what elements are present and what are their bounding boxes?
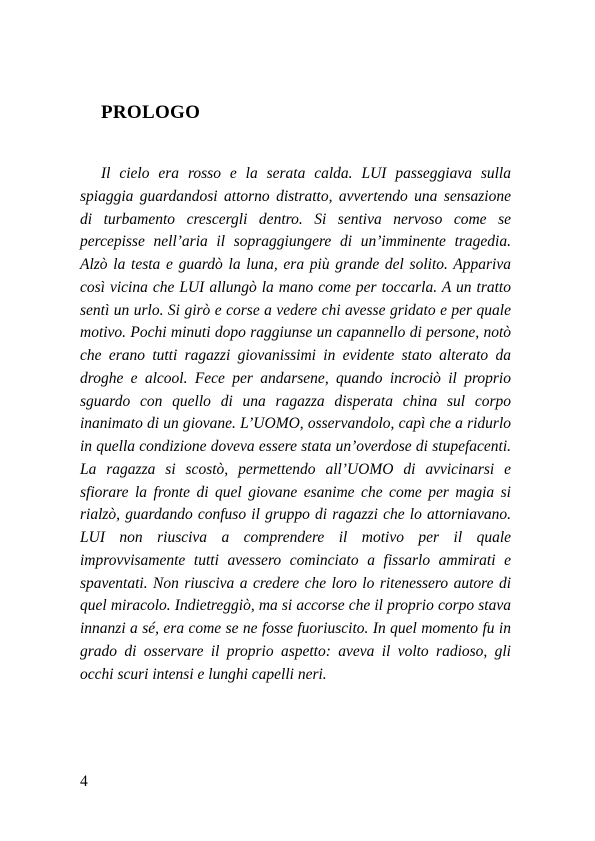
page-number: 4 bbox=[80, 773, 88, 790]
chapter-title: PROLOGO bbox=[101, 102, 201, 123]
body-paragraph: Il cielo era rosso e la serata calda. LUI passeggiava sulla spiaggia guardandosi attorno distratto, avvertendo una sensazione di turbamento crescergli dentro. Si sentiva nervoso come se percepisse nell’aria il sopraggiungere di un’imminente tragedia. Alzò la testa e guardò la luna, era più grande del solito. Appariva così vicina che LUI allungò la mano come per toccarla. A un tratto sentì un urlo. Si girò e corse a vedere chi avesse gridato e per quale motivo. Pochi minuti dopo raggiunse un capannello di persone, notò che erano tutti ragazzi giovanissimi in evidente stato alterato da droghe e alcool. Fece per andarsene, quando incrociò il proprio sguardo con quello di una ragazza disperata china sul corpo inanimato di un giovane. L’UOMO, osservandolo, capì che a ridurlo in quella condizione doveva essere stata un’overdose di stupefacenti. La ragazza si scostò, permettendo all’UOMO di avvicinarsi e sfiorare la fronte di quel giovane esanime che come per magia si rialzò, guardando confuso il gruppo di ragazzi che lo attorniavano. LUI non riusciva a comprendere il motivo per il quale improvvisamente tutti avessero cominciato a fissarlo ammirati e spaventati. Non riusciva a credere che loro lo ritenessero autore di quel miracolo. Indietreggiò, ma si accorse che il proprio corpo stava innanzi a sé, era come se ne fosse fuoriuscito. In quel momento fu in grado di osservare il proprio aspetto: aveva il volto radioso, gli occhi scuri intensi e lunghi capelli neri. bbox=[80, 165, 511, 683]
